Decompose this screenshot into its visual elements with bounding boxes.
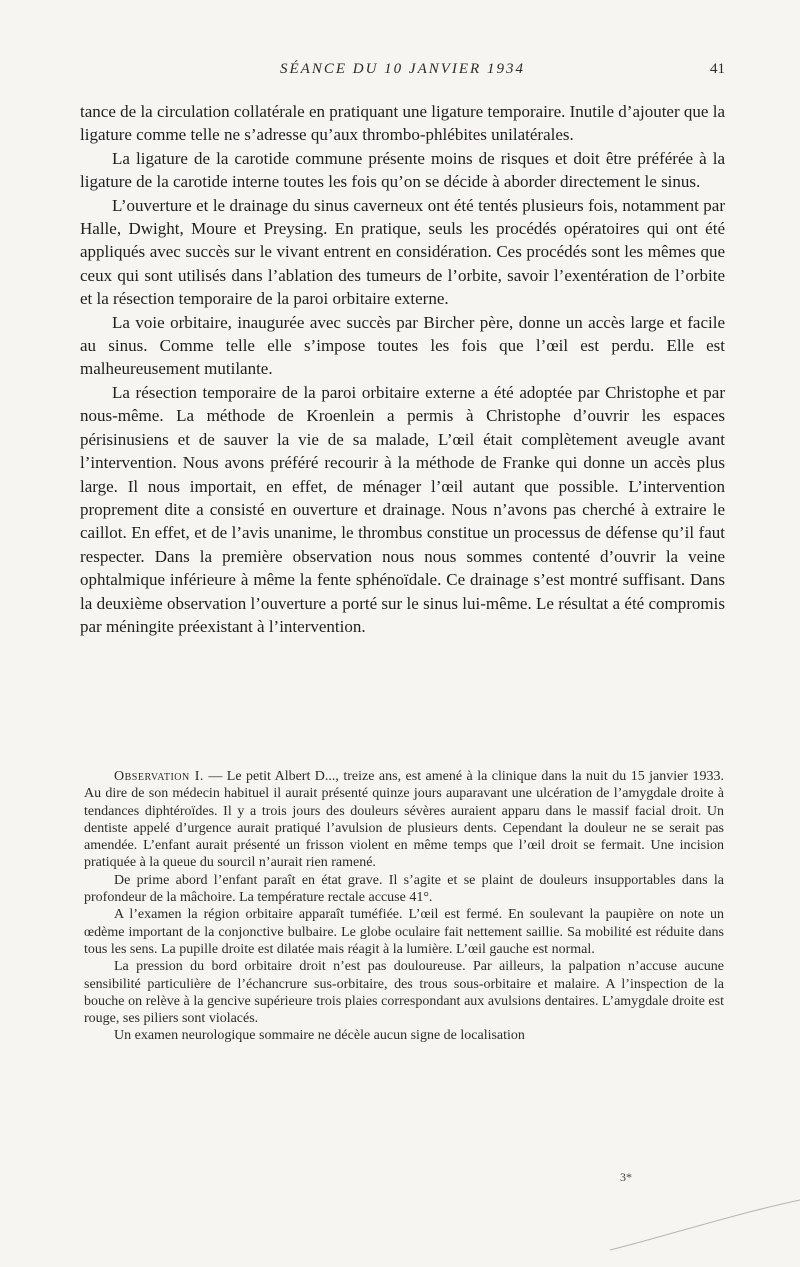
page-edge-stroke: [600, 1195, 800, 1255]
observation-paragraph-1: [84, 768, 724, 872]
observation-paragraph-4: La pression du bord orbitaire droit n’est pas douloureuse. Par ailleurs, la palpation n’accuse aucune sensibilité particulière de l’échancrure sus-orbitaire, des trous sous-orbitaire et malaire. A l’inspection de la bouche on relève à la gencive supérieure trois plaies correspondant aux avulsions dentaires. L’amygdale droite est rouge, ses piliers sont violacés.: [84, 959, 724, 1027]
observation-paragraph-5: Un examen neurologique sommaire ne décèle aucun signe de localisation: [114, 1028, 525, 1044]
paragraph-1: tance de la circulation collatérale en pratiquant une ligature temporaire. Inutile d’ajouter que la ligature comme telle ne s’adresse qu’aux thrombo-phlébites unilatérales.: [80, 102, 725, 145]
signature-mark: 3*: [620, 1170, 632, 1184]
observation-paragraph-3: A l’examen la région orbitaire apparaît tuméfiée. L’œil est fermé. En soulevant la paupière on note un œdème important de la conjonctive bulbaire. Le globe oculaire fait nettement saillie. Sa mobilité est réduite dans tous les sens. La pupille droite est dilatée mais réagit à la lumière. L’œil gauche est normal.: [84, 907, 724, 957]
observation-intro: — Le petit Albert D..., treize ans, est amené à la clinique dans la nuit du 15 janvier 1933. Au dire de son médecin habituel il aurait présenté quinze jours auparavant une ulcération de l’amygdale droite à tendances diphtéroïdes. Il y a trois jours des douleurs sévères auraient apparu dans le massif facial droit. Un dentiste appelé d’urgence aurait pratiqué l’avulsion de plusieurs dents. Cependant la douleur ne se serait pas amendée. L’enfant aurait présenté un frisson violent en même temps que l’œil droit se fermait. Une incision pratiquée à la queue du sourcil n’aurait rien ramené.: [84, 769, 724, 871]
paragraph-2: La ligature de la carotide commune présente moins de risques et doit être préférée à la ligature de la carotide interne toutes les fois qu’on se décide à aborder directement le sinus.: [80, 148, 725, 192]
observation-section: [84, 768, 724, 1045]
observation-label: Observation I.: [114, 769, 204, 784]
main-text: [80, 100, 725, 638]
paragraph-5: La résection temporaire de la paroi orbitaire externe a été adoptée par Christophe et par nous-même. La méthode de Kroenlein a permis à Christophe d’ouvrir les espaces périsinusiens et de sauver la vie de sa malade, L’œil était complètement aveugle avant l’intervention. Nous avons préféré recourir à la méthode de Franke qui donne un accès plus large. Il nous importait, en effet, de ménager l’œil autant que possible. L’intervention proprement dite a consisté en ouverture et drainage. Nous n’avons pas cherché à extraire le caillot. En effet, et de l’avis unanime, le thrombus constitue un processus de défense qu’il faut respecter. Dans la première observation nous nous sommes contenté d’ouvrir la veine ophtalmique inférieure à même la fente sphénoïdale. Ce drainage s’est montré suffisant. Dans la deuxième observation l’ouverture a porté sur le sinus lui-même. Le résultat a été compromis par méningite préexistant à l’intervention.: [80, 382, 725, 636]
page-number: 41: [710, 61, 725, 77]
running-head: [80, 61, 725, 83]
observation-paragraph-2: De prime abord l’enfant paraît en état grave. Il s’agite et se plaint de douleurs insupportables dans la profondeur de la mâchoire. La température rectale accuse 41°.: [84, 872, 724, 906]
paragraph-3: L’ouverture et le drainage du sinus caverneux ont été tentés plusieurs fois, notamment par Halle, Dwight, Moure et Preysing. En pratique, seuls les procédés opératoires qui ont été appliqués avec succès sur le vivant entrent en considération. Ces procédés sont les mêmes que ceux qui sont utilisés dans l’ablation des tumeurs de l’orbite, savoir l’exentération de l’orbite et la résection temporaire de la paroi orbitaire externe.: [80, 195, 725, 309]
running-title: SÉANCE DU 10 JANVIER 1934: [280, 61, 525, 77]
paragraph-4: La voie orbitaire, inaugurée avec succès par Bircher père, donne un accès large et facile au sinus. Comme telle elle s’impose toutes les fois que l’œil est perdu. Elle est malheureusement mutilante.: [80, 312, 725, 379]
